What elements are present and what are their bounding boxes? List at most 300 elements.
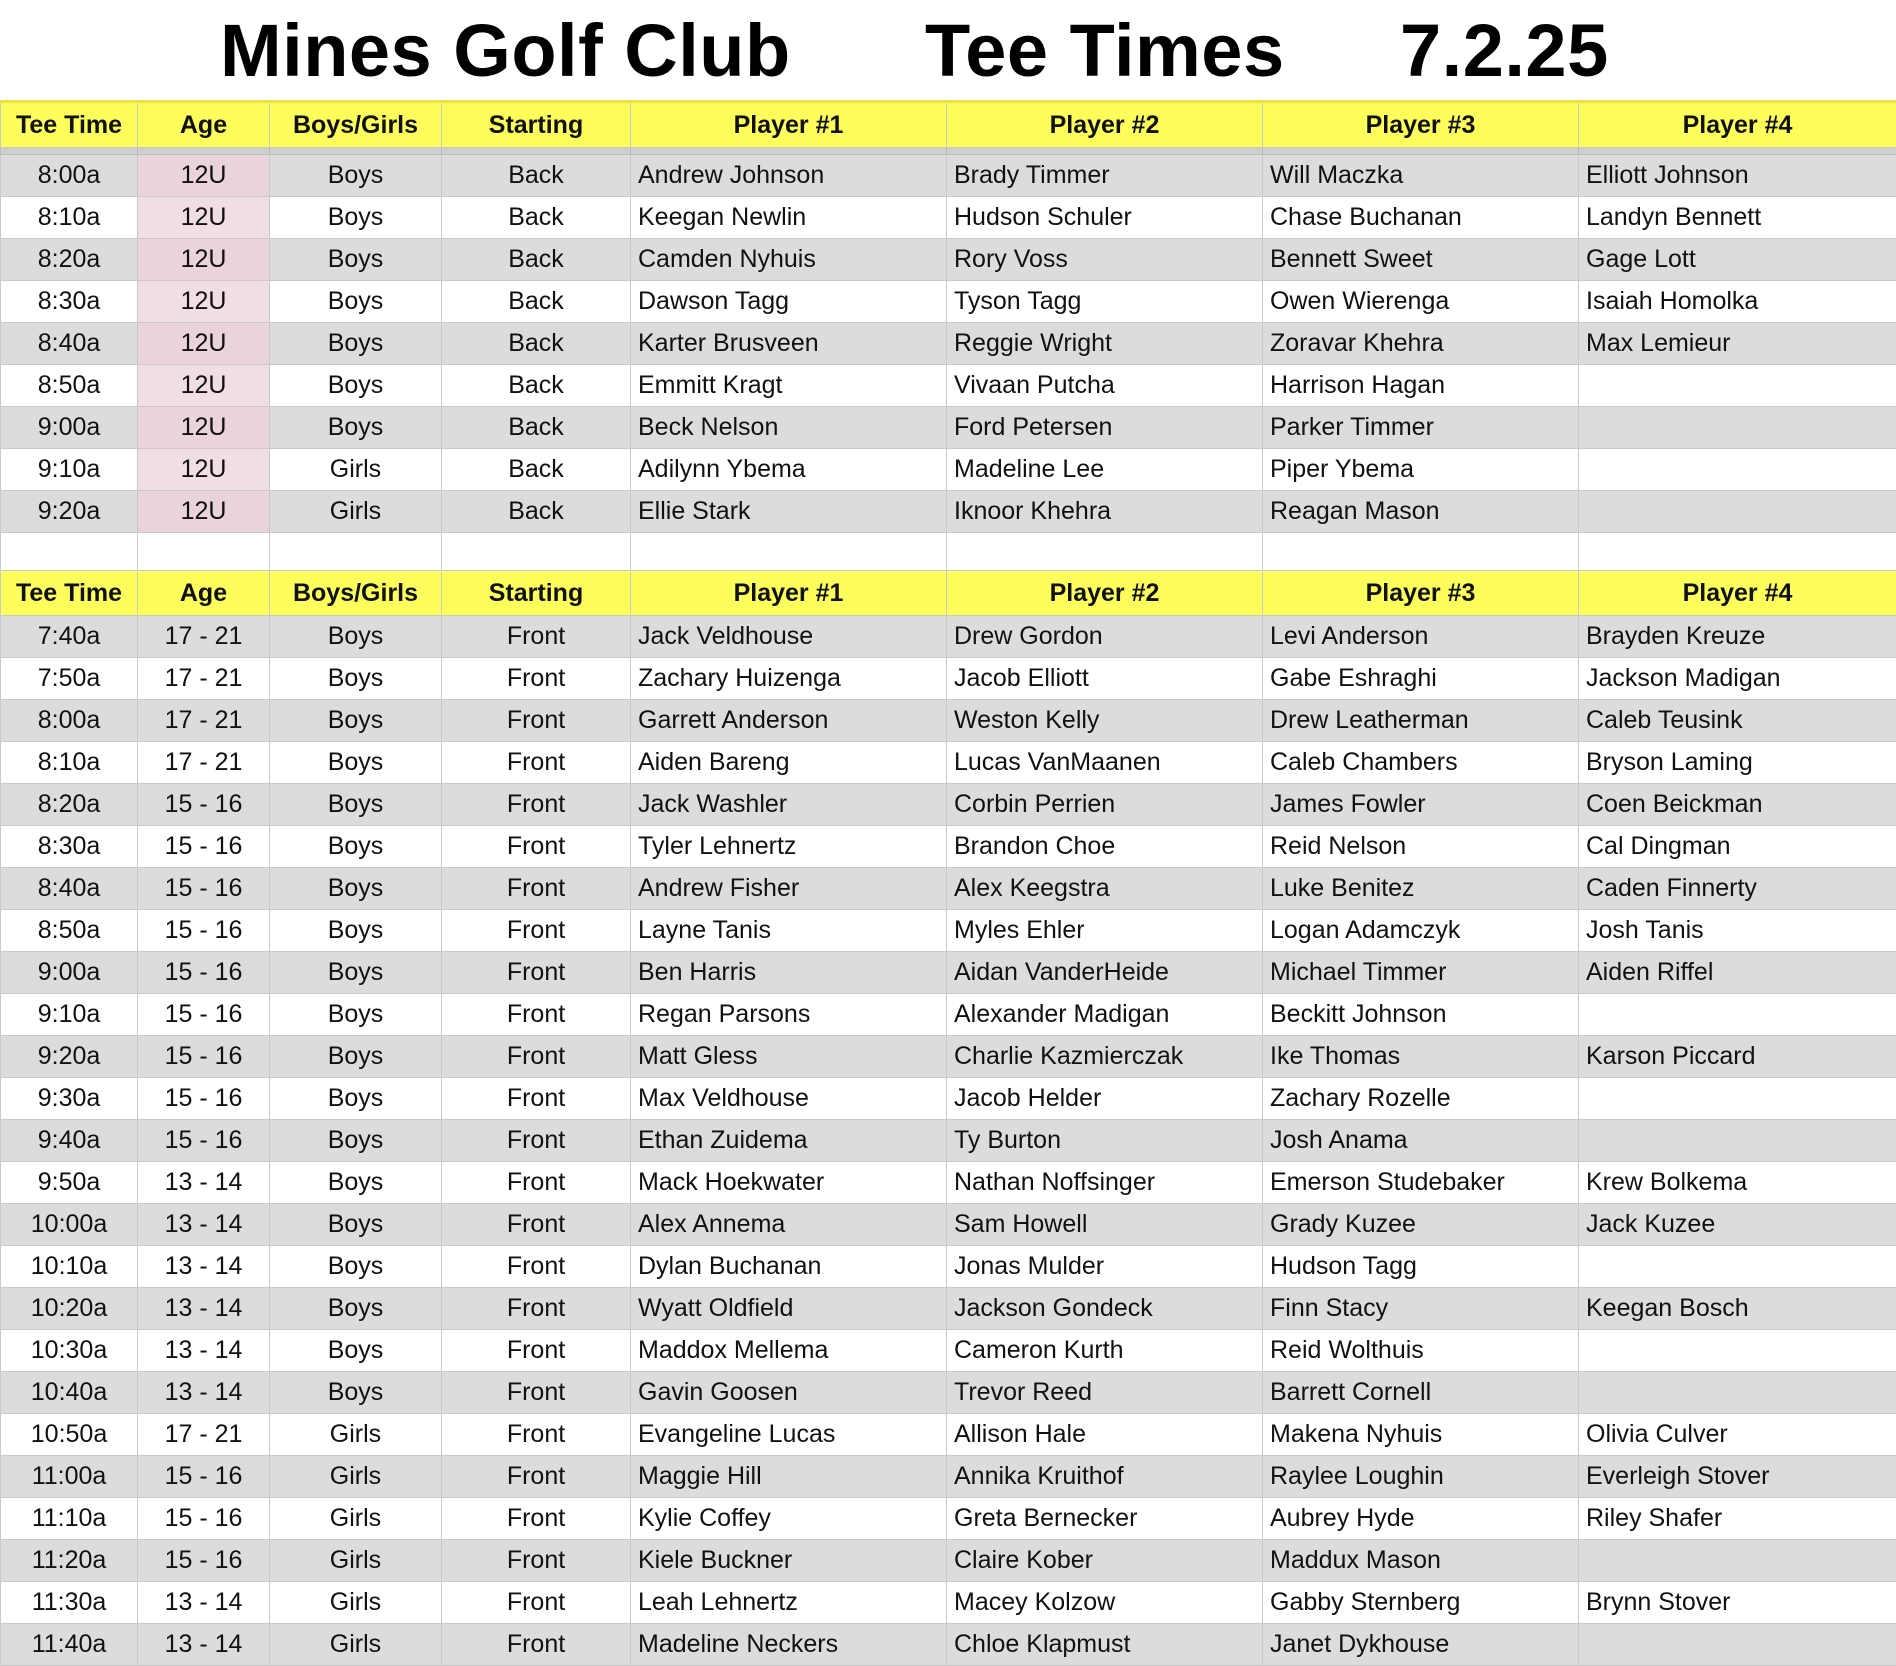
player-2-cell: Madeline Lee [947, 449, 1263, 491]
separator-row-cell [1579, 148, 1896, 155]
starting-cell: Front [442, 1330, 631, 1372]
column-header: Player #2 [947, 571, 1263, 616]
player-2-cell: Ford Petersen [947, 407, 1263, 449]
starting-cell: Front [442, 1120, 631, 1162]
player-3-cell: Will Maczka [1263, 155, 1579, 197]
gender-cell: Boys [270, 1162, 442, 1204]
gender-cell: Boys [270, 197, 442, 239]
player-2-cell: Trevor Reed [947, 1372, 1263, 1414]
table-row [1, 910, 1896, 952]
player-1-cell: Andrew Johnson [631, 155, 947, 197]
gender-cell: Boys [270, 1330, 442, 1372]
gender-cell: Boys [270, 616, 442, 658]
age-cell: 12U [138, 281, 270, 323]
gender-cell: Boys [270, 742, 442, 784]
age-cell: 17 - 21 [138, 1414, 270, 1456]
starting-cell: Back [442, 323, 631, 365]
column-header: Player #4 [1579, 571, 1896, 616]
table-row [1, 1078, 1896, 1120]
player-4-cell [1579, 994, 1896, 1036]
table-row [1, 1582, 1896, 1624]
player-2-cell: Lucas VanMaanen [947, 742, 1263, 784]
player-4-cell: Brynn Stover [1579, 1582, 1896, 1624]
gender-cell: Boys [270, 784, 442, 826]
age-cell: 15 - 16 [138, 994, 270, 1036]
player-2-cell: Jackson Gondeck [947, 1288, 1263, 1330]
table-row [1, 449, 1896, 491]
age-cell: 15 - 16 [138, 1456, 270, 1498]
table-row [1, 323, 1896, 365]
age-cell: 12U [138, 155, 270, 197]
player-2-cell: Reggie Wright [947, 323, 1263, 365]
age-cell: 15 - 16 [138, 1078, 270, 1120]
player-2-cell: Aidan VanderHeide [947, 952, 1263, 994]
header-row [1, 571, 1896, 616]
starting-cell: Front [442, 742, 631, 784]
player-4-cell: Olivia Culver [1579, 1414, 1896, 1456]
age-cell: 17 - 21 [138, 616, 270, 658]
tee-time-cell: 10:00a [1, 1204, 138, 1246]
player-2-cell: Claire Kober [947, 1540, 1263, 1582]
gender-cell: Boys [270, 155, 442, 197]
player-4-cell [1579, 1624, 1896, 1666]
player-1-cell: Adilynn Ybema [631, 449, 947, 491]
age-cell: 15 - 16 [138, 1036, 270, 1078]
player-4-cell [1579, 1330, 1896, 1372]
player-4-cell: Max Lemieur [1579, 323, 1896, 365]
blank-row-cell [1263, 533, 1579, 571]
player-4-cell: Bryson Laming [1579, 742, 1896, 784]
starting-cell: Front [442, 1456, 631, 1498]
tee-time-cell: 11:00a [1, 1456, 138, 1498]
player-3-cell: Grady Kuzee [1263, 1204, 1579, 1246]
tee-time-cell: 11:10a [1, 1498, 138, 1540]
table-row [1, 616, 1896, 658]
player-1-cell: Max Veldhouse [631, 1078, 947, 1120]
player-1-cell: Keegan Newlin [631, 197, 947, 239]
starting-cell: Front [442, 1498, 631, 1540]
gender-cell: Girls [270, 1582, 442, 1624]
starting-cell: Front [442, 658, 631, 700]
age-cell: 17 - 21 [138, 700, 270, 742]
table-row [1, 1162, 1896, 1204]
gender-cell: Girls [270, 1456, 442, 1498]
player-4-cell: Riley Shafer [1579, 1498, 1896, 1540]
age-cell: 13 - 14 [138, 1372, 270, 1414]
starting-cell: Front [442, 1204, 631, 1246]
column-header: Player #1 [631, 571, 947, 616]
player-1-cell: Alex Annema [631, 1204, 947, 1246]
age-cell: 15 - 16 [138, 826, 270, 868]
player-1-cell: Tyler Lehnertz [631, 826, 947, 868]
starting-cell: Front [442, 1582, 631, 1624]
tee-time-cell: 9:00a [1, 407, 138, 449]
tee-time-cell: 8:20a [1, 239, 138, 281]
gender-cell: Boys [270, 910, 442, 952]
player-4-cell [1579, 449, 1896, 491]
player-4-cell [1579, 1120, 1896, 1162]
gender-cell: Boys [270, 1120, 442, 1162]
age-cell: 12U [138, 449, 270, 491]
separator-row-cell [270, 148, 442, 155]
player-2-cell: Hudson Schuler [947, 197, 1263, 239]
player-1-cell: Madeline Neckers [631, 1624, 947, 1666]
table-row [1, 1540, 1896, 1582]
player-2-cell: Ty Burton [947, 1120, 1263, 1162]
player-3-cell: Drew Leatherman [1263, 700, 1579, 742]
blank-row [1, 533, 1896, 571]
starting-cell: Front [442, 784, 631, 826]
sheet-heading: Tee Times [925, 6, 1285, 96]
tee-time-cell: 9:50a [1, 1162, 138, 1204]
age-cell: 15 - 16 [138, 952, 270, 994]
starting-cell: Front [442, 1036, 631, 1078]
age-cell: 17 - 21 [138, 742, 270, 784]
player-4-cell: Aiden Riffel [1579, 952, 1896, 994]
player-3-cell: Reagan Mason [1263, 491, 1579, 533]
gender-cell: Girls [270, 1624, 442, 1666]
tee-time-cell: 8:30a [1, 281, 138, 323]
separator-row-cell [631, 148, 947, 155]
blank-row-cell [442, 533, 631, 571]
player-1-cell: Maggie Hill [631, 1456, 947, 1498]
gender-cell: Girls [270, 1414, 442, 1456]
starting-cell: Front [442, 868, 631, 910]
player-2-cell: Myles Ehler [947, 910, 1263, 952]
table-row [1, 1204, 1896, 1246]
player-4-cell: Landyn Bennett [1579, 197, 1896, 239]
tee-time-cell: 10:40a [1, 1372, 138, 1414]
player-4-cell: Isaiah Homolka [1579, 281, 1896, 323]
gender-cell: Boys [270, 1246, 442, 1288]
player-1-cell: Garrett Anderson [631, 700, 947, 742]
tee-time-cell: 10:50a [1, 1414, 138, 1456]
player-1-cell: Evangeline Lucas [631, 1414, 947, 1456]
tee-time-cell: 9:30a [1, 1078, 138, 1120]
player-1-cell: Jack Veldhouse [631, 616, 947, 658]
table-row [1, 1246, 1896, 1288]
player-4-cell: Jackson Madigan [1579, 658, 1896, 700]
tee-time-cell: 11:20a [1, 1540, 138, 1582]
player-4-cell [1579, 491, 1896, 533]
blank-row-cell [1579, 533, 1896, 571]
starting-cell: Front [442, 616, 631, 658]
player-3-cell: Reid Nelson [1263, 826, 1579, 868]
tee-time-cell: 10:30a [1, 1330, 138, 1372]
column-header: Age [138, 571, 270, 616]
starting-cell: Back [442, 197, 631, 239]
player-3-cell: Hudson Tagg [1263, 1246, 1579, 1288]
tee-time-cell: 8:20a [1, 784, 138, 826]
table-row [1, 281, 1896, 323]
player-4-cell: Everleigh Stover [1579, 1456, 1896, 1498]
player-3-cell: Finn Stacy [1263, 1288, 1579, 1330]
starting-cell: Front [442, 1372, 631, 1414]
table-row [1, 784, 1896, 826]
starting-cell: Back [442, 407, 631, 449]
tee-time-cell: 9:20a [1, 491, 138, 533]
table-row [1, 826, 1896, 868]
gender-cell: Boys [270, 1288, 442, 1330]
gender-cell: Boys [270, 239, 442, 281]
tee-time-cell: 8:50a [1, 910, 138, 952]
starting-cell: Front [442, 826, 631, 868]
gender-cell: Girls [270, 1498, 442, 1540]
gender-cell: Boys [270, 323, 442, 365]
player-4-cell: Gage Lott [1579, 239, 1896, 281]
table-row [1, 952, 1896, 994]
table-row [1, 1414, 1896, 1456]
player-2-cell: Brandon Choe [947, 826, 1263, 868]
player-2-cell: Drew Gordon [947, 616, 1263, 658]
gender-cell: Boys [270, 281, 442, 323]
player-3-cell: Piper Ybema [1263, 449, 1579, 491]
page-title [0, 0, 1896, 100]
blank-row-cell [947, 533, 1263, 571]
tee-time-cell: 8:50a [1, 365, 138, 407]
separator-row-cell [1263, 148, 1579, 155]
age-cell: 12U [138, 239, 270, 281]
starting-cell: Back [442, 365, 631, 407]
player-3-cell: James Fowler [1263, 784, 1579, 826]
starting-cell: Front [442, 910, 631, 952]
player-3-cell: Makena Nyhuis [1263, 1414, 1579, 1456]
player-1-cell: Dylan Buchanan [631, 1246, 947, 1288]
player-1-cell: Camden Nyhuis [631, 239, 947, 281]
header-row [1, 102, 1896, 148]
table-row [1, 1120, 1896, 1162]
player-2-cell: Weston Kelly [947, 700, 1263, 742]
starting-cell: Front [442, 1246, 631, 1288]
tee-time-cell: 8:10a [1, 197, 138, 239]
starting-cell: Back [442, 155, 631, 197]
age-cell: 13 - 14 [138, 1582, 270, 1624]
separator-row-cell [442, 148, 631, 155]
player-1-cell: Ben Harris [631, 952, 947, 994]
tee-time-cell: 10:10a [1, 1246, 138, 1288]
player-1-cell: Kiele Buckner [631, 1540, 947, 1582]
starting-cell: Front [442, 1288, 631, 1330]
table-row [1, 994, 1896, 1036]
table-row [1, 239, 1896, 281]
player-4-cell: Brayden Kreuze [1579, 616, 1896, 658]
separator-row-cell [1, 148, 138, 155]
age-cell: 15 - 16 [138, 868, 270, 910]
separator-row-cell [138, 148, 270, 155]
player-3-cell: Chase Buchanan [1263, 197, 1579, 239]
starting-cell: Front [442, 1540, 631, 1582]
player-2-cell: Iknoor Khehra [947, 491, 1263, 533]
column-header: Boys/Girls [270, 102, 442, 148]
player-1-cell: Kylie Coffey [631, 1498, 947, 1540]
player-4-cell: Coen Beickman [1579, 784, 1896, 826]
column-header: Starting [442, 102, 631, 148]
table-row [1, 1498, 1896, 1540]
player-3-cell: Barrett Cornell [1263, 1372, 1579, 1414]
column-header: Tee Time [1, 102, 138, 148]
gender-cell: Boys [270, 1036, 442, 1078]
player-4-cell [1579, 1078, 1896, 1120]
age-cell: 15 - 16 [138, 1120, 270, 1162]
player-3-cell: Zachary Rozelle [1263, 1078, 1579, 1120]
player-2-cell: Jacob Elliott [947, 658, 1263, 700]
player-2-cell: Alexander Madigan [947, 994, 1263, 1036]
player-1-cell: Jack Washler [631, 784, 947, 826]
player-4-cell [1579, 407, 1896, 449]
player-3-cell: Aubrey Hyde [1263, 1498, 1579, 1540]
blank-row-cell [1, 533, 138, 571]
table-row [1, 742, 1896, 784]
starting-cell: Front [442, 994, 631, 1036]
player-1-cell: Maddox Mellema [631, 1330, 947, 1372]
player-2-cell: Cameron Kurth [947, 1330, 1263, 1372]
gender-cell: Boys [270, 868, 442, 910]
gender-cell: Girls [270, 491, 442, 533]
table-row [1, 1372, 1896, 1414]
age-cell: 13 - 14 [138, 1624, 270, 1666]
player-2-cell: Greta Bernecker [947, 1498, 1263, 1540]
player-2-cell: Allison Hale [947, 1414, 1263, 1456]
tee-time-cell: 8:40a [1, 323, 138, 365]
player-3-cell: Ike Thomas [1263, 1036, 1579, 1078]
tee-time-cell: 8:10a [1, 742, 138, 784]
table-row [1, 1330, 1896, 1372]
player-1-cell: Matt Gless [631, 1036, 947, 1078]
age-cell: 12U [138, 491, 270, 533]
column-header: Age [138, 102, 270, 148]
player-2-cell: Charlie Kazmierczak [947, 1036, 1263, 1078]
tee-time-cell: 9:20a [1, 1036, 138, 1078]
tee-time-cell: 7:50a [1, 658, 138, 700]
age-cell: 13 - 14 [138, 1162, 270, 1204]
player-1-cell: Zachary Huizenga [631, 658, 947, 700]
age-cell: 12U [138, 365, 270, 407]
player-1-cell: Gavin Goosen [631, 1372, 947, 1414]
column-header: Player #2 [947, 102, 1263, 148]
table-row [1, 155, 1896, 197]
player-3-cell: Zoravar Khehra [1263, 323, 1579, 365]
player-3-cell: Caleb Chambers [1263, 742, 1579, 784]
player-3-cell: Logan Adamczyk [1263, 910, 1579, 952]
player-4-cell: Keegan Bosch [1579, 1288, 1896, 1330]
gender-cell: Boys [270, 407, 442, 449]
player-1-cell: Beck Nelson [631, 407, 947, 449]
player-2-cell: Sam Howell [947, 1204, 1263, 1246]
sheet-date: 7.2.25 [1400, 6, 1609, 96]
player-3-cell: Parker Timmer [1263, 407, 1579, 449]
tee-times-table [0, 100, 1896, 1666]
player-2-cell: Jonas Mulder [947, 1246, 1263, 1288]
player-3-cell: Raylee Loughin [1263, 1456, 1579, 1498]
club-name: Mines Golf Club [220, 6, 791, 96]
tee-time-cell: 8:00a [1, 155, 138, 197]
age-cell: 13 - 14 [138, 1330, 270, 1372]
player-2-cell: Macey Kolzow [947, 1582, 1263, 1624]
tee-time-cell: 7:40a [1, 616, 138, 658]
player-2-cell: Chloe Klapmust [947, 1624, 1263, 1666]
player-3-cell: Maddux Mason [1263, 1540, 1579, 1582]
tee-time-cell: 8:00a [1, 700, 138, 742]
table-row [1, 1288, 1896, 1330]
starting-cell: Back [442, 449, 631, 491]
starting-cell: Front [442, 1624, 631, 1666]
player-2-cell: Brady Timmer [947, 155, 1263, 197]
starting-cell: Back [442, 281, 631, 323]
table-row [1, 197, 1896, 239]
column-header: Player #3 [1263, 102, 1579, 148]
tee-time-cell: 9:40a [1, 1120, 138, 1162]
gender-cell: Boys [270, 952, 442, 994]
starting-cell: Front [442, 1414, 631, 1456]
age-cell: 17 - 21 [138, 658, 270, 700]
age-cell: 12U [138, 407, 270, 449]
table-row [1, 1624, 1896, 1666]
tee-time-cell: 8:30a [1, 826, 138, 868]
player-1-cell: Karter Brusveen [631, 323, 947, 365]
player-1-cell: Regan Parsons [631, 994, 947, 1036]
blank-row-cell [138, 533, 270, 571]
age-cell: 15 - 16 [138, 1540, 270, 1582]
age-cell: 13 - 14 [138, 1204, 270, 1246]
starting-cell: Back [442, 239, 631, 281]
tee-time-cell: 8:40a [1, 868, 138, 910]
player-4-cell: Caden Finnerty [1579, 868, 1896, 910]
player-3-cell: Beckitt Johnson [1263, 994, 1579, 1036]
player-4-cell: Cal Dingman [1579, 826, 1896, 868]
column-header: Player #4 [1579, 102, 1896, 148]
player-3-cell: Gabe Eshraghi [1263, 658, 1579, 700]
player-1-cell: Layne Tanis [631, 910, 947, 952]
player-2-cell: Alex Keegstra [947, 868, 1263, 910]
tee-time-cell: 11:40a [1, 1624, 138, 1666]
player-4-cell [1579, 1246, 1896, 1288]
gender-cell: Boys [270, 700, 442, 742]
tee-time-cell: 9:10a [1, 449, 138, 491]
gender-cell: Boys [270, 1078, 442, 1120]
column-header: Starting [442, 571, 631, 616]
table-row [1, 407, 1896, 449]
blank-row-cell [631, 533, 947, 571]
player-1-cell: Mack Hoekwater [631, 1162, 947, 1204]
player-2-cell: Nathan Noffsinger [947, 1162, 1263, 1204]
starting-cell: Front [442, 952, 631, 994]
player-4-cell: Jack Kuzee [1579, 1204, 1896, 1246]
table-row [1, 365, 1896, 407]
player-2-cell: Jacob Helder [947, 1078, 1263, 1120]
age-cell: 15 - 16 [138, 910, 270, 952]
tee-time-cell: 10:20a [1, 1288, 138, 1330]
player-1-cell: Ellie Stark [631, 491, 947, 533]
starting-cell: Front [442, 1162, 631, 1204]
age-cell: 12U [138, 197, 270, 239]
player-4-cell [1579, 1372, 1896, 1414]
gender-cell: Boys [270, 1372, 442, 1414]
table-row [1, 700, 1896, 742]
gender-cell: Boys [270, 1204, 442, 1246]
table-row [1, 868, 1896, 910]
tee-time-cell: 11:30a [1, 1582, 138, 1624]
age-cell: 12U [138, 323, 270, 365]
player-3-cell: Michael Timmer [1263, 952, 1579, 994]
player-3-cell: Emerson Studebaker [1263, 1162, 1579, 1204]
gender-cell: Boys [270, 994, 442, 1036]
player-1-cell: Ethan Zuidema [631, 1120, 947, 1162]
player-1-cell: Wyatt Oldfield [631, 1288, 947, 1330]
gender-cell: Girls [270, 1540, 442, 1582]
tee-time-cell: 9:10a [1, 994, 138, 1036]
player-1-cell: Leah Lehnertz [631, 1582, 947, 1624]
gender-cell: Girls [270, 449, 442, 491]
